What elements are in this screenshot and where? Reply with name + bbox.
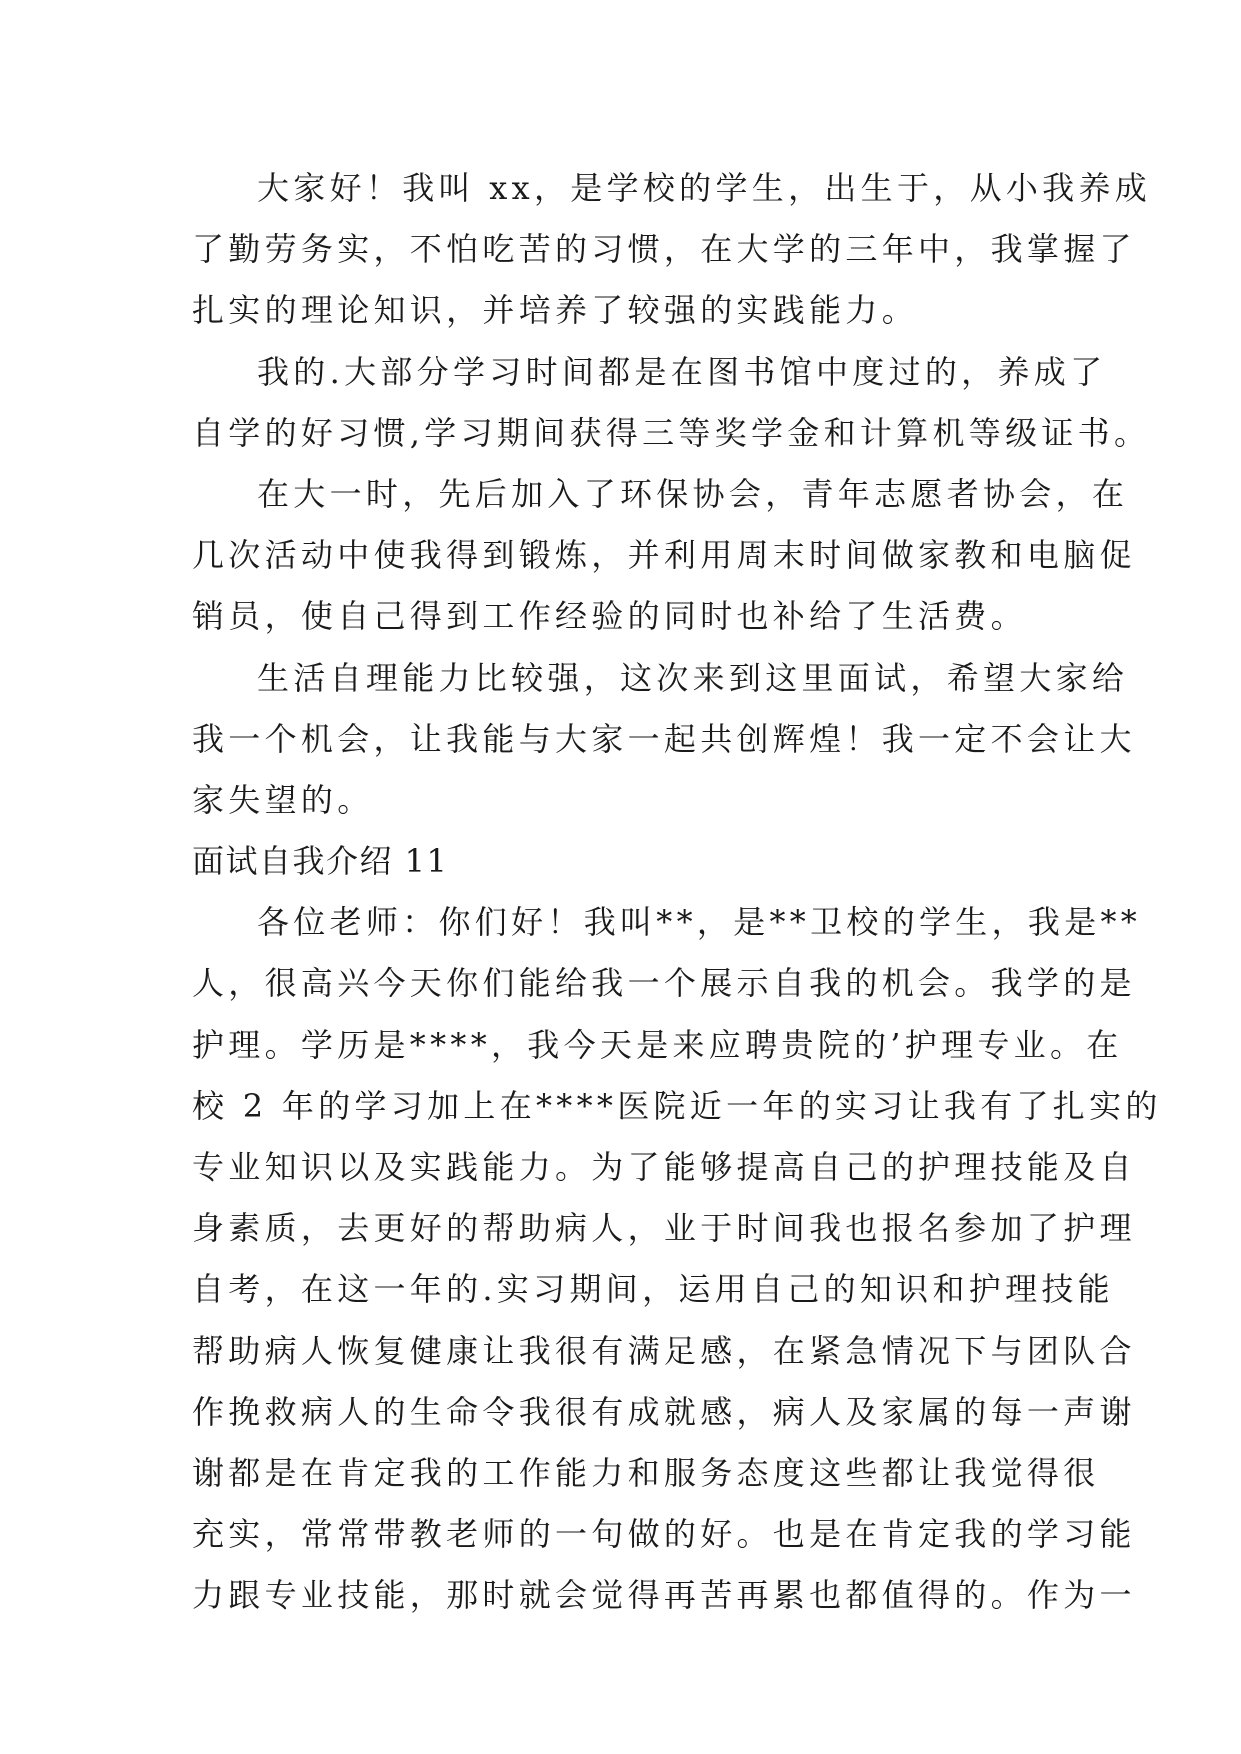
text-line: 护理。学历是****，我今天是来应聘贵院的’护理专业。在 (192, 1025, 1123, 1064)
section-heading: 面试自我介绍 11 (192, 842, 449, 881)
text-line: 自学的好习惯,学习期间获得三等奖学金和计算机等级证书。 (192, 413, 1151, 452)
text-line: 校 2 年的学习加上在****医院近一年的实习让我有了扎实的 (192, 1086, 1162, 1125)
text-line: 各位老师：你们好！我叫**，是**卫校的学生，我是** (257, 903, 1142, 942)
text-line: 力跟专业技能，那时就会觉得再苦再累也都值得的。作为一 (192, 1576, 1136, 1615)
text-line: 家失望的。 (192, 780, 374, 819)
text-line: 生活自理能力比较强，这次来到这里面试，希望大家给 (257, 658, 1129, 697)
text-line: 我一个机会，让我能与大家一起共创辉煌！我一定不会让大 (192, 719, 1136, 758)
text-line: 自考，在这一年的.实习期间，运用自己的知识和护理技能 (192, 1270, 1114, 1309)
text-line: 扎实的理论知识，并培养了较强的实践能力。 (192, 291, 919, 330)
text-line: 几次活动中使我得到锻炼，并利用周末时间做家教和电脑促 (192, 536, 1136, 575)
text-line: 我的.大部分学习时间都是在图书馆中度过的，养成了 (257, 352, 1107, 391)
text-line: 大家好！我叫 xx，是学校的学生，出生于，从小我养成 (257, 169, 1152, 207)
text-line: 身素质，去更好的帮助病人，业于时间我也报名参加了护理 (192, 1209, 1136, 1248)
text-line: 帮助病人恢复健康让我很有满足感，在紧急情况下与团队合 (192, 1331, 1136, 1370)
text-line: 在大一时，先后加入了环保协会，青年志愿者协会，在 (257, 474, 1129, 513)
text-line: 销员，使自己得到工作经验的同时也补给了生活费。 (192, 597, 1027, 636)
text-line: 人，很高兴今天你们能给我一个展示自我的机会。我学的是 (192, 964, 1136, 1003)
document-body (192, 158, 1162, 1627)
text-line: 了勤劳务实，不怕吃苦的习惯，在大学的三年中，我掌握了 (192, 230, 1136, 269)
text-line: 充实，常常带教老师的一句做的好。也是在肯定我的学习能 (192, 1515, 1136, 1554)
text-line: 专业知识以及实践能力。为了能够提高自己的护理技能及自 (192, 1148, 1136, 1186)
text-line: 谢都是在肯定我的工作能力和服务态度这些都让我觉得很 (192, 1453, 1100, 1492)
text-line: 作挽救病人的生命令我很有成就感，病人及家属的每一声谢 (192, 1392, 1136, 1431)
